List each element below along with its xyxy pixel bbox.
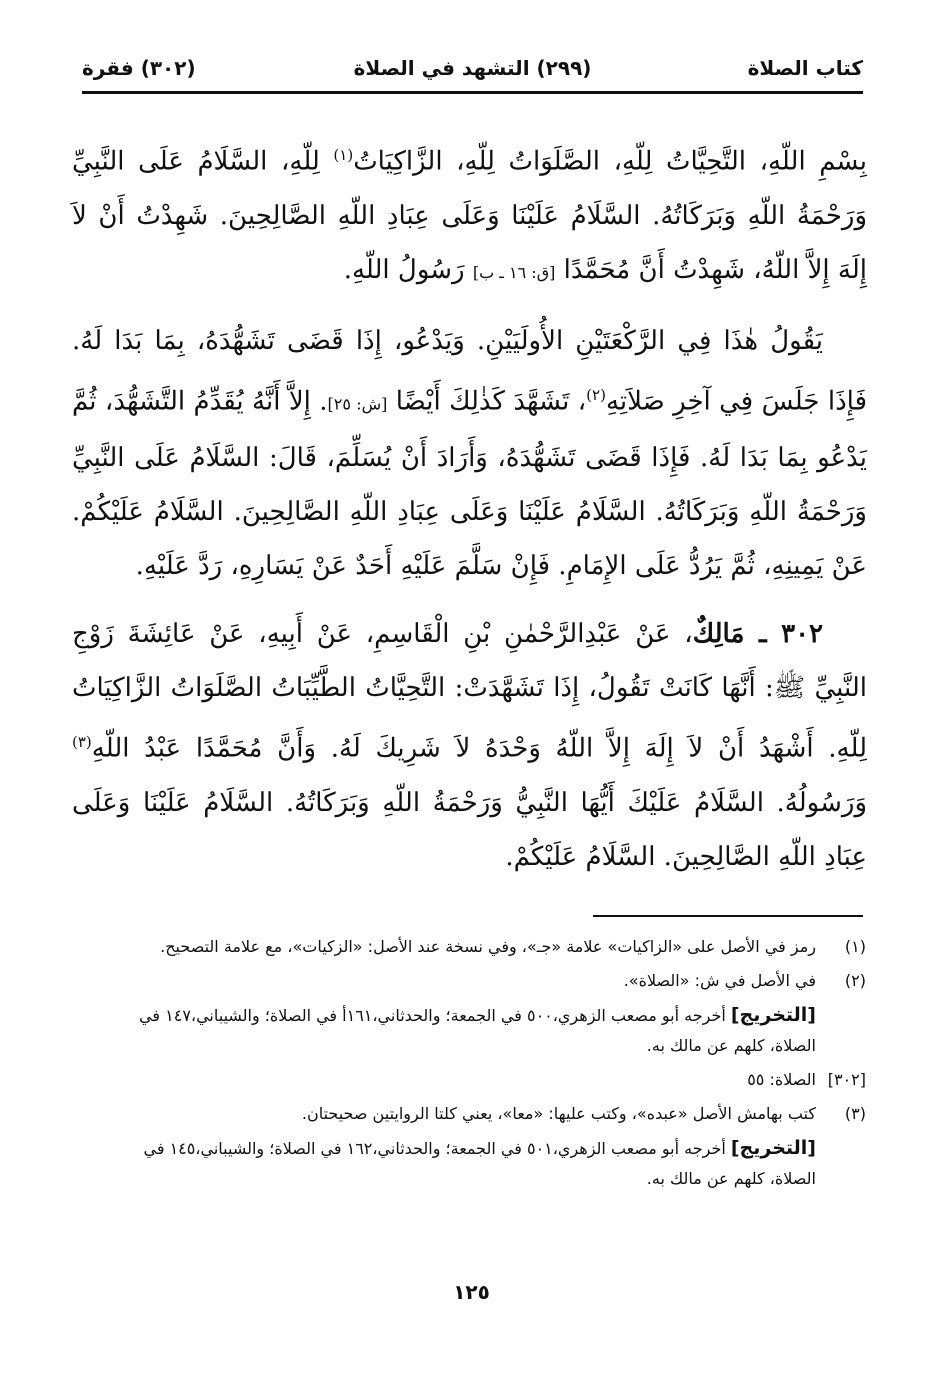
p1-text-c: رَسُولُ اللّهِ.: [343, 254, 473, 285]
header-paragraph-range: (٣٠٢) فقرة: [82, 56, 196, 80]
header-chapter-title: (٢٩٩) التشهد في الصلاة: [353, 56, 592, 80]
running-header: [82, 52, 863, 90]
paragraph-1: [72, 128, 867, 300]
header-book-title: كتاب الصلاة: [747, 56, 863, 80]
footnote-mark: (٣): [844, 1104, 866, 1123]
takhrij-note-2: [96, 1133, 866, 1194]
takhrij-note-1: [96, 1000, 866, 1061]
footnote-text: كتب بهامش الأصل «عبده»، وكتب عليها: «معا»، يعني كلتا الروايتين صحيحتان.: [301, 1104, 816, 1123]
footnote-mark: (١): [844, 937, 866, 956]
paragraph-3: [72, 607, 867, 884]
footnote-2: [96, 966, 866, 996]
page-number: ١٢٥: [453, 1280, 490, 1304]
p3-text-a: ، عَنْ عَبْدِالرَّحْمٰنِ بْنِ الْقَاسِمِ، عَنْ أَبِيهِ، عَنْ عَائِشَةَ زَوْجِ النَّبِيِّ ﷺ: أَنَّهَا كَانَتْ تَقُولُ، إِذَا تَشَهَّدَتْ: التَّحِيَّاتُ الطَّيِّبَاتُ الصَّلَوَاتُ الزَّاكِيَاتُ لِلّهِ. أَشْهَدُ أَنْ لاَ إِلَهَ إِلاَّ اللّهُ وَحْدَهُ لاَ شَرِيكَ لَهُ. وَأَنَّ مُحَمَّدًا عَبْدُ اللّهِ: [72, 619, 867, 764]
footnote-rule: [593, 915, 863, 917]
takhrij-tag: [التخريج]: [730, 1137, 816, 1159]
p2-text-a: يَقُولُ هٰذَا فِي الرَّكْعَتَيْنِ الأُولَيَيْنِ. وَيَدْعُو، إِذَا قَضَى تَشَهُّدَهُ، بِمَا بَدَا لَهُ. فَإِذَا جَلَسَ فِي آخِرِ صَلاَتِهِ: [72, 325, 867, 417]
footnote-text: رمز في الأصل على «الزاكيات» علامة «جـ»، وفي نسخة عند الأصل: «الزكيات»، مع علامة التصحيح.: [160, 937, 816, 956]
section-text: الصلاة: ٥٥: [747, 1070, 816, 1089]
p2-text-c: . إِلاَّ أَنَّهُ يُقَدِّمُ التَّشَهُّدَ، ثُمَّ يَدْعُو بِمَا بَدَا لَهُ. فَإِذَا قَضَى تَشَهُّدَهُ، وَأَرَادَ أَنْ يُسَلِّمَ، قَالَ: السَّلَامُ عَلَى النَّبِيِّ وَرَحْمَةُ اللّهِ وَبَرَكَاتُهُ. السَّلَامُ عَلَيْنَا وَعَلَى عِبَادِ اللّهِ الصَّالِحِينَ. السَّلَامُ عَلَيْكُمْ. عَنْ يَمِينِهِ، ثُمَّ يَرُدُّ عَلَى الإِمَامِ. فَإِنْ سَلَّمَ عَلَيْهِ أَحَدٌ عَنْ يَسَارِهِ، رَدَّ عَلَيْهِ.: [72, 386, 867, 582]
footnote-ref-2[interactable]: (٢): [586, 385, 606, 404]
hadith-number: ٣٠٢ ـ: [758, 619, 824, 650]
footnote-1: [96, 932, 866, 962]
footnotes: [96, 932, 866, 1198]
paragraph-2: [72, 314, 867, 594]
p1-text-b: لِلّهِ، السَّلَامُ عَلَى النَّبِيِّ وَرَحْمَةُ اللّهِ وَبَرَكَاتُهُ. السَّلَامُ عَلَيْنَا وَعَلَى عِبَادِ اللّهِ الصَّالِحِينَ. شَهِدْتُ أَنْ لاَ إِلَهَ إِلاَّ اللّهُ، شَهِدْتُ أَنَّ مُحَمَّدًا: [72, 146, 867, 285]
footnote-3: [96, 1099, 866, 1129]
manuscript-ref: [ق: ١٦ ـ ب]: [472, 262, 556, 282]
main-text: [72, 128, 867, 898]
narrator-name: مَالِكٌ: [692, 619, 759, 650]
header-rule: [82, 91, 863, 94]
p1-text-a: بِسْمِ اللّهِ، التَّحِيَّاتُ لِلّهِ، الصَّلَوَاتُ لِلّهِ، الزَّاكِيَاتُ: [353, 146, 867, 177]
section-mark: [٣٠٢]: [827, 1070, 866, 1089]
takhrij-tag: [التخريج]: [730, 1004, 816, 1026]
takhrij-text: أخرجه أبو مصعب الزهري،٥٠١ في الجمعة؛ والحدثاني،١٦٢ في الصلاة؛ والشيباني،١٤٥ في الصلاة، كلهم عن مالك به.: [143, 1139, 816, 1188]
p3-text-b: وَرَسُولُهُ. السَّلَامُ عَلَيْكَ أَيُّهَا النَّبِيُّ وَرَحْمَةُ اللّهِ وَبَرَكَاتُهُ. السَّلَامُ عَلَيْنَا وَعَلَى عِبَادِ اللّهِ الصَّالِحِينَ. السَّلَامُ عَلَيْكُمْ.: [72, 787, 867, 872]
footnote-ref-3[interactable]: (٣): [72, 733, 92, 752]
footnote-text: في الأصل في ش: «الصلاة».: [623, 971, 816, 990]
takhrij-text: أخرجه أبو مصعب الزهري،٥٠٠ في الجمعة؛ والحدثاني،١٦١أ في الصلاة؛ والشيباني،١٤٧ في الصلاة، كلهم عن مالك به.: [139, 1006, 816, 1055]
manuscript-ref: [ش: ٢٥]: [327, 394, 388, 414]
footnote-ref-1[interactable]: (١): [333, 146, 354, 164]
footnote-mark: (٢): [844, 971, 866, 990]
section-ref-302: [96, 1065, 866, 1095]
p2-text-b: ، تَشَهَّدَ كَذٰلِكَ أَيْضًا: [387, 386, 587, 417]
